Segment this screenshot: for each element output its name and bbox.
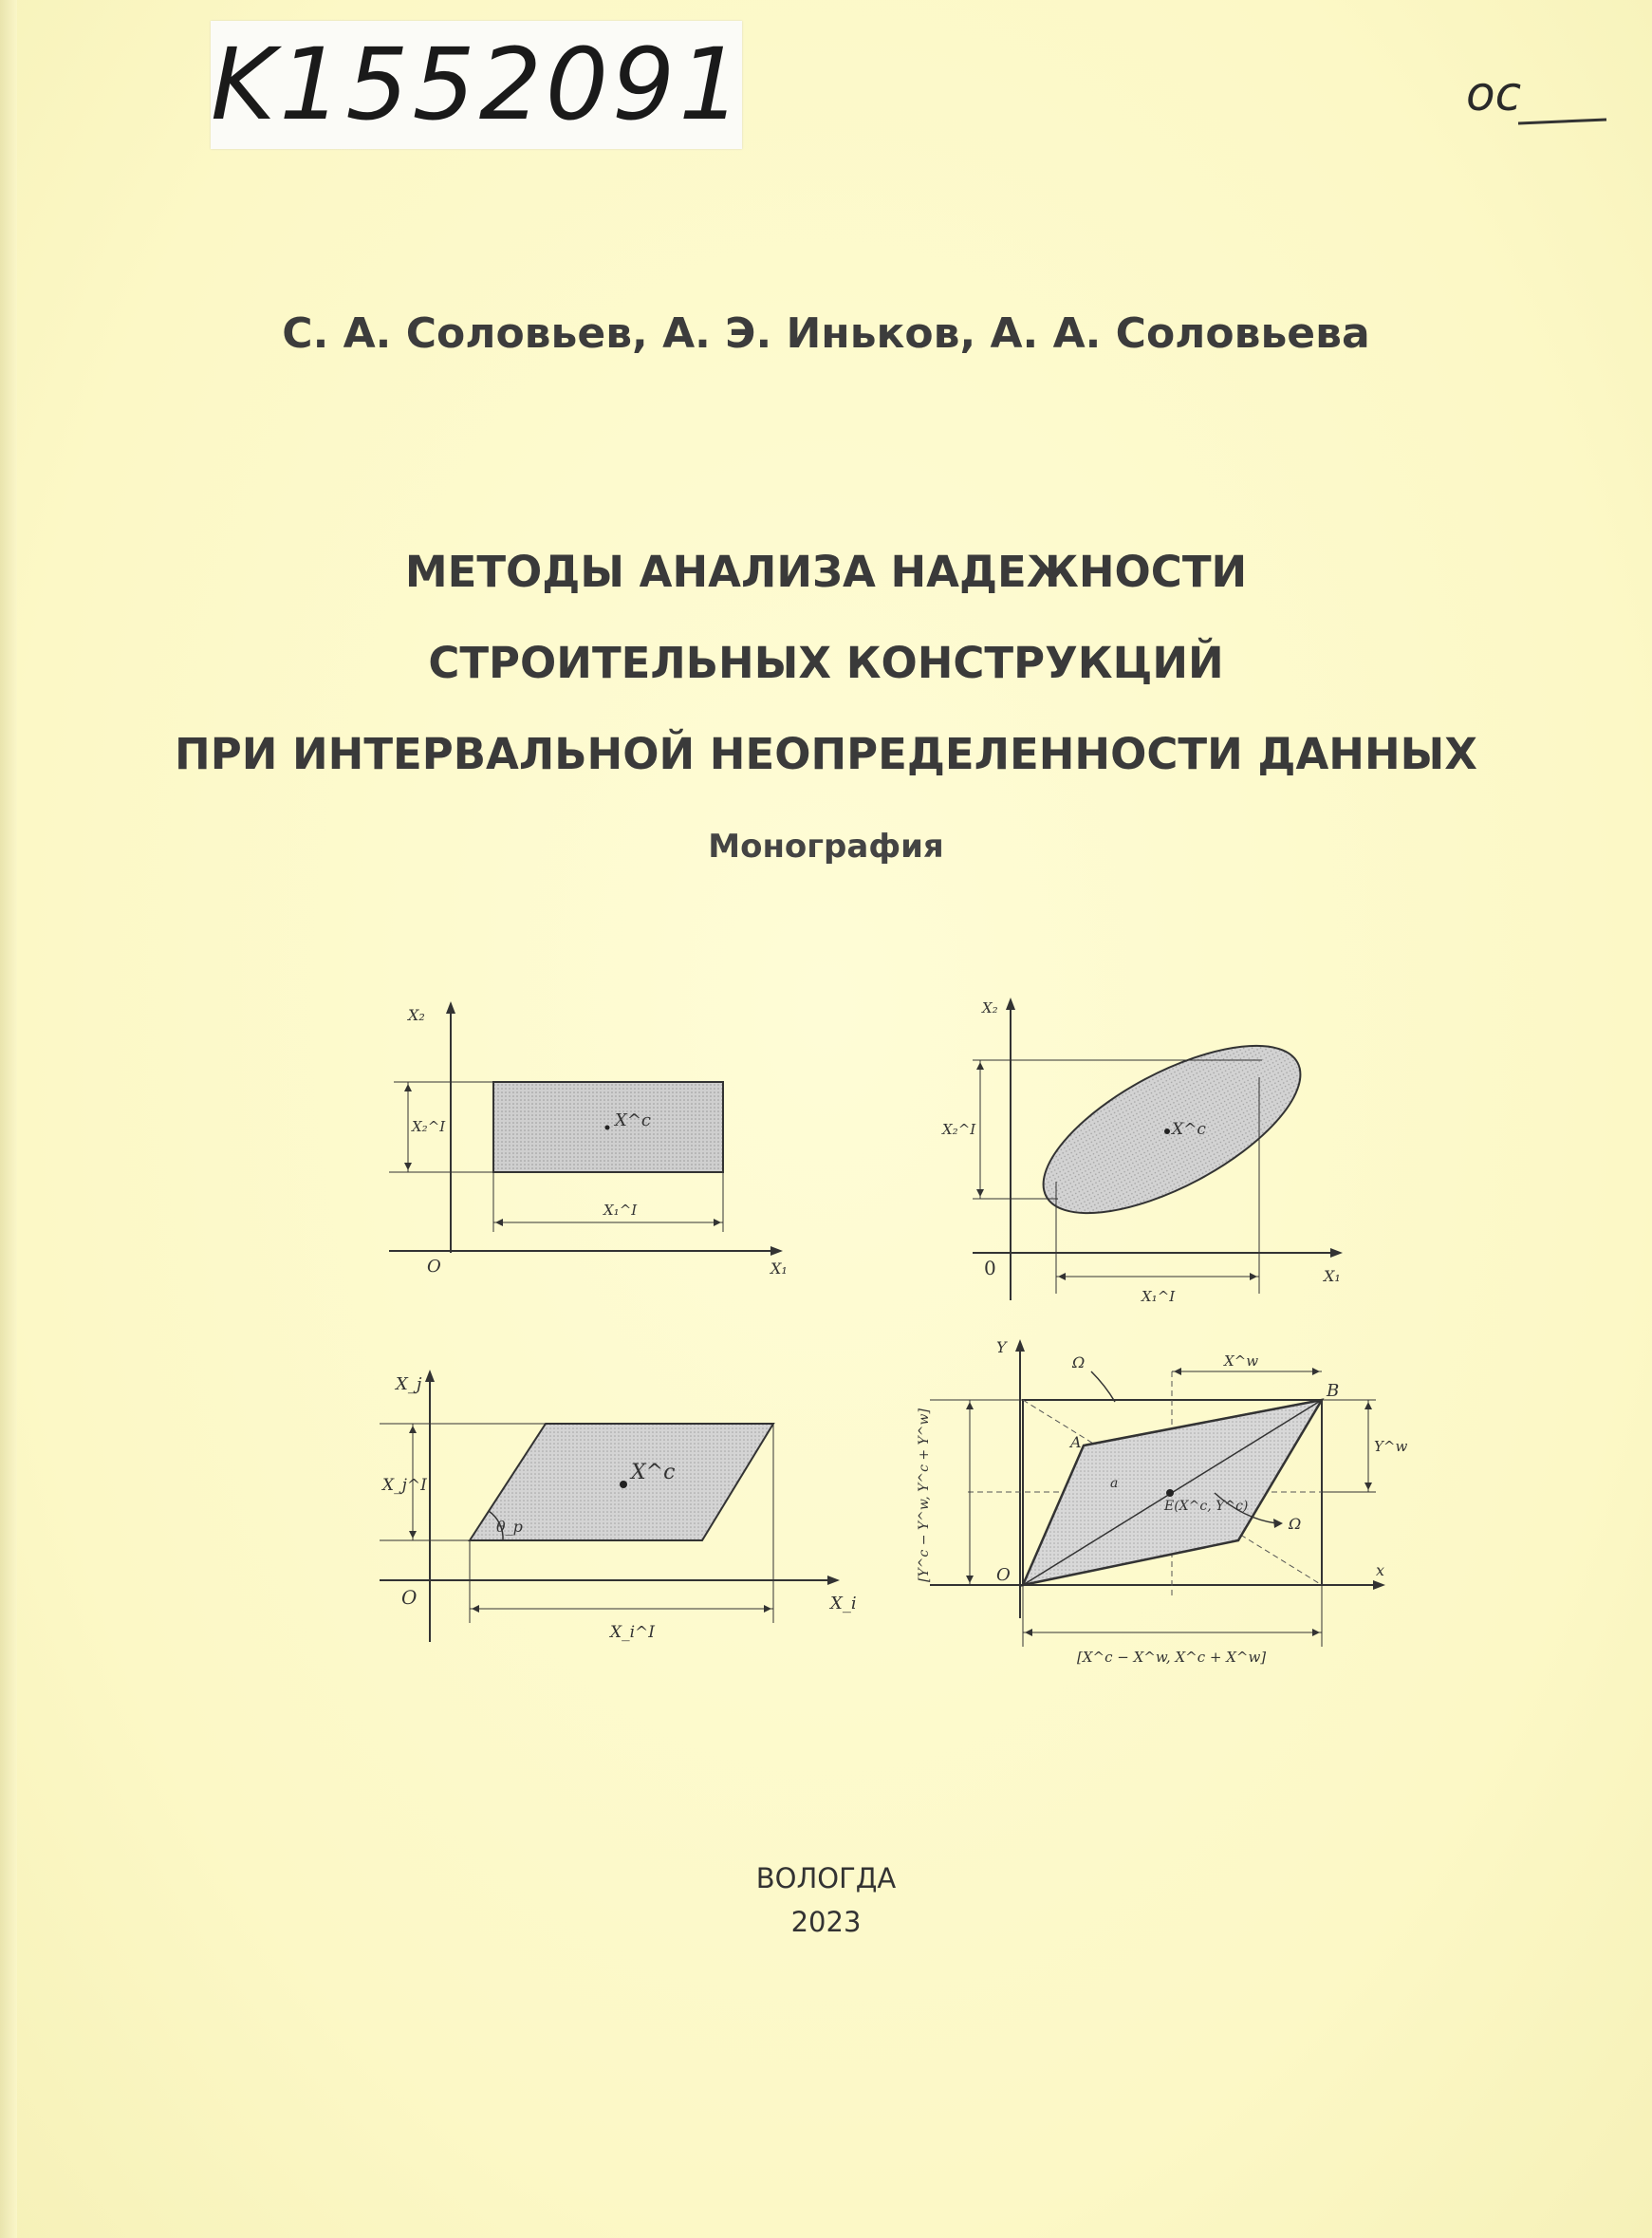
book-title (0, 527, 1652, 800)
ellipse-width-label: X₁^I (1142, 1288, 1176, 1305)
handwritten-mark (1466, 66, 1608, 142)
parallelogram-x-axis-label: X_i (830, 1594, 857, 1613)
parallelogram-angle-label: θ_p (496, 1518, 523, 1536)
ellipse-x-axis-label: X₁ (1324, 1267, 1341, 1285)
rhombus-point-a-label: A (1070, 1433, 1082, 1451)
rhombus-y-interval-label: [Y^c − Y^w, Y^c + Y^w] (917, 1408, 932, 1582)
library-stamp-label (211, 21, 746, 149)
figure-rectangle (380, 997, 797, 1281)
rect-y-axis-label: X₂ (408, 1006, 425, 1024)
ellipse-height-label: X₂^I (942, 1121, 976, 1138)
rhombus-omega-right-label: Ω (1289, 1515, 1302, 1533)
parallelogram-origin-label: O (401, 1586, 418, 1609)
rhombus-point-a-small-label: a (1110, 1476, 1119, 1491)
publication-info (0, 1856, 1652, 1944)
rhombus-x-interval-label: [X^c − X^w, X^c + X^w] (1077, 1649, 1267, 1666)
handwritten-underline (1466, 66, 1608, 142)
ellipse-y-axis-label: X₂ (982, 999, 998, 1016)
rhombus-x-half-label: X^w (1224, 1352, 1259, 1370)
parallelogram-center-label: X^c (631, 1461, 676, 1484)
rhombus-omega-top-label: Ω (1072, 1353, 1086, 1371)
rhombus-y-axis-label: Y (996, 1338, 1007, 1356)
publication-year: 2023 (790, 1906, 862, 1938)
rhombus-y-half-label: Y^w (1374, 1438, 1408, 1455)
rect-width-label: X₁^I (603, 1202, 638, 1219)
title-line-2: СТРОИТЕЛЬНЫХ КОНСТРУКЦИЙ (428, 638, 1224, 688)
rect-center-label: X^c (615, 1110, 651, 1130)
handwritten-mark-text: oc (1466, 66, 1522, 121)
figure-ellipse (935, 992, 1371, 1305)
title-line-3: ПРИ ИНТЕРВАЛЬНОЙ НЕОПРЕДЕЛЕННОСТИ ДАННЫХ (175, 729, 1477, 779)
authors: С. А. Соловьев, А. Э. Иньков, А. А. Соловьева (282, 309, 1370, 358)
rect-x-axis-label: X₁ (770, 1259, 788, 1278)
book-subtitle: Монография (708, 828, 944, 866)
rhombus-point-b-label: B (1327, 1381, 1340, 1401)
rhombus-x-axis-label: x (1376, 1561, 1385, 1579)
parallelogram-y-axis-label: X_j (396, 1374, 422, 1394)
publication-city: ВОЛОГДА (755, 1862, 897, 1894)
rect-height-label: X₂^I (412, 1118, 446, 1135)
library-code: K1552091 (211, 27, 746, 142)
parallelogram-height-label: X_j^I (382, 1476, 427, 1495)
title-line-1: МЕТОДЫ АНАЛИЗА НАДЕЖНОСТИ (404, 547, 1248, 597)
ellipse-center-label: X^c (1172, 1120, 1206, 1139)
figure-parallelogram (375, 1367, 868, 1651)
ellipse-origin-label: 0 (984, 1257, 996, 1279)
rect-origin-label: O (427, 1257, 441, 1277)
parallelogram-width-label: X_i^I (610, 1623, 655, 1642)
rhombus-point-e-label: E(X^c, Y^c) (1164, 1499, 1249, 1514)
rhombus-origin-label: O (996, 1565, 1011, 1585)
figure-rhombus (901, 1333, 1408, 1685)
